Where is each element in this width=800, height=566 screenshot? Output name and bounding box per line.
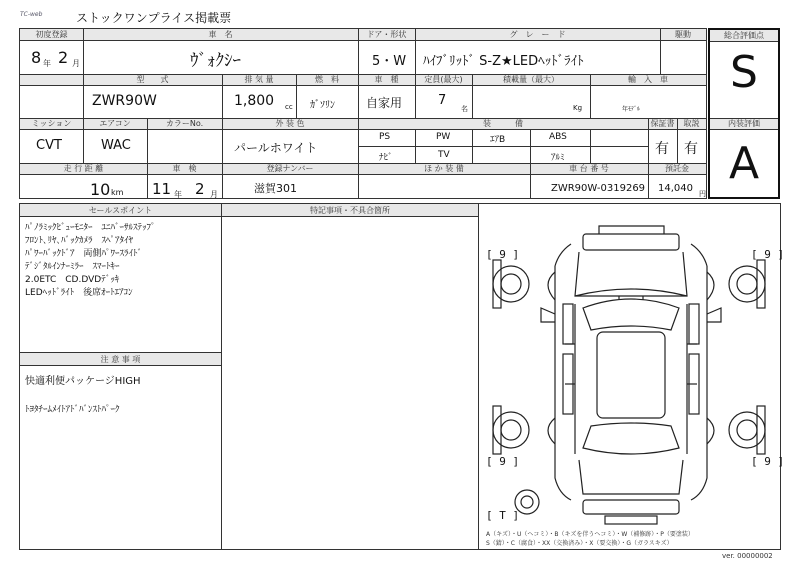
- capacity-unit: 名: [461, 105, 468, 113]
- ext-color-value: パールホワイト: [234, 141, 318, 155]
- displacement-value: 1,800: [234, 93, 275, 109]
- cautions-list: [25, 375, 141, 417]
- manual-value: 有: [684, 141, 698, 157]
- inspection-month: 2: [195, 180, 205, 198]
- diagram-legend-2: S（錆）・C（腐食）・XX（交換済み）・X（要交換）・G（ガラスキズ）: [486, 540, 673, 547]
- page-title: ストックワンプライス掲載票: [76, 11, 232, 25]
- label-manual: 取説: [683, 119, 700, 128]
- equip-tv: TV: [438, 150, 450, 160]
- chassis-value: ZWR90W-0319269: [551, 183, 646, 194]
- doors-value: 5・W: [372, 54, 407, 69]
- diagram-bracket-br: [ 9 ]: [751, 455, 785, 468]
- label-deposit: 預託金: [665, 164, 689, 173]
- label-drive: 駆動: [675, 30, 691, 39]
- label-overall: 総合評価点: [724, 31, 764, 40]
- label-first-reg: 初度登録: [35, 30, 68, 39]
- label-load: 積載量（最大）: [503, 75, 559, 84]
- equip-abs: ABS: [549, 132, 567, 142]
- label-model: 型 式: [136, 75, 169, 84]
- import-unit: 年ﾓﾃﾞﾙ: [622, 106, 641, 113]
- label-other-equip: ほ か 装 備: [424, 164, 464, 173]
- label-mileage: 走 行 距 離: [63, 164, 104, 173]
- caution-item: [25, 389, 141, 403]
- diagram-bracket-tl: [ 9 ]: [486, 248, 520, 261]
- mission-value: CVT: [36, 138, 62, 153]
- vehicle-type-value: 自家用: [366, 96, 403, 110]
- inspection-year: 11: [152, 180, 172, 198]
- capacity-value: 7: [438, 93, 447, 108]
- caution-item: 快適利便パッケージHIGH: [25, 376, 141, 387]
- label-doors: ドア・形状: [366, 30, 407, 39]
- load-unit: Kg: [573, 104, 583, 112]
- mileage-unit: km: [111, 188, 124, 197]
- label-warranty: 保証書: [650, 119, 675, 128]
- inspection-year-unit: 年: [174, 190, 182, 199]
- diagram-bracket-tr: [ 9 ]: [751, 248, 785, 261]
- fuel-value: ｶﾞｿﾘﾝ: [310, 100, 335, 111]
- equip-alumi: ｱﾙﾐ: [551, 153, 565, 163]
- car-name-value: ｳﾞｫｸｼｰ: [190, 51, 241, 71]
- sales-point: LEDﾍｯﾄﾞﾗｲﾄ 後席ｵｰﾄｴｱｺﾝ: [25, 288, 133, 298]
- label-equipment: 装 備: [483, 119, 523, 128]
- equip-pw: PW: [436, 132, 451, 142]
- car-diagram: [479, 204, 780, 549]
- first-reg-month: 2: [58, 48, 69, 67]
- inspection-month-unit: 月: [210, 190, 218, 199]
- warranty-value: 有: [655, 141, 669, 157]
- equip-airbag: ｴｱB: [490, 135, 506, 145]
- overall-score: S: [730, 47, 758, 98]
- label-cautions: 注 意 事 項: [100, 355, 141, 364]
- first-reg-year-unit: 年: [43, 59, 51, 68]
- label-fuel: 燃 料: [315, 75, 339, 84]
- label-grade: グ レ ー ド: [509, 30, 566, 39]
- label-ext-color: 外 装 色: [275, 119, 305, 128]
- label-capacity: 定員(最大): [424, 75, 463, 84]
- sales-point: ﾃﾞｼﾞﾀﾙｲﾝﾅｰﾐﾗｰ ｽﾏｰﾄｷｰ: [25, 262, 120, 272]
- deposit-value: 14,040: [658, 183, 693, 194]
- logo: TC-web: [20, 11, 43, 18]
- version-label: ver. 00000002: [722, 552, 773, 560]
- label-mission: ミッション: [31, 119, 72, 128]
- label-special-notes: 特記事項・不具合箇所: [310, 206, 390, 215]
- sales-point: ﾊﾟﾜｰﾊﾞｯｸﾄﾞｱ 両側ﾊﾟﾜｰｽﾗｲﾄﾞ: [25, 249, 143, 259]
- label-color-no: カラーNo.: [165, 119, 204, 128]
- label-interior: 内装評価: [728, 119, 760, 128]
- diagram-legend-1: A（キズ）・U（ヘコミ）・B（キズを伴うヘコミ）・W（補修跡）・P（要塗装）: [486, 531, 694, 538]
- interior-score: A: [728, 138, 760, 189]
- first-reg-month-unit: 月: [72, 59, 80, 68]
- displacement-unit: cc: [285, 103, 293, 111]
- sales-points-list: [25, 222, 156, 300]
- label-import: 輸 入 車: [628, 75, 668, 84]
- sales-point: ﾊﾟﾉﾗﾐｯｸﾋﾞｭｰﾓﾆﾀｰ ﾕﾆﾊﾞｰｻﾙｽﾃｯﾌﾟ: [25, 223, 156, 233]
- label-vehicle-type: 車 種: [374, 75, 399, 84]
- equip-ps: PS: [379, 132, 391, 142]
- label-aircon: エアコン: [99, 119, 131, 128]
- label-plate: 登録ナンバー: [266, 164, 314, 173]
- diagram-bracket-t: [ T ]: [486, 509, 520, 522]
- label-chassis: 車 台 番 号: [569, 164, 609, 173]
- diagram-bracket-bl: [ 9 ]: [486, 455, 520, 468]
- equip-navi: ﾅﾋﾞ: [379, 153, 393, 163]
- grade-value: ﾊｲﾌﾞﾘｯﾄﾞ S-Z★LEDﾍｯﾄﾞﾗｲﾄ: [423, 54, 584, 69]
- label-displacement: 排 気 量: [244, 75, 274, 84]
- label-car-name: 車 名: [208, 30, 233, 39]
- aircon-value: WAC: [101, 138, 131, 153]
- model-value: ZWR90W: [92, 93, 157, 109]
- label-inspection: 車 検: [172, 164, 197, 173]
- first-reg-year: 8: [31, 48, 42, 67]
- sales-point: ﾌﾛﾝﾄ､ﾘﾔ､ﾊﾞｯｸｶﾒﾗ ｽﾍﾟｱﾀｲﾔ: [25, 236, 134, 246]
- deposit-unit: 円: [699, 190, 706, 198]
- caution-item: ﾄﾖﾀﾁｰﾑﾒｲﾄｱﾄﾞﾊﾞﾝｽﾄﾊﾟｰｸ: [25, 405, 120, 415]
- sales-point: 2.0ETC CD.DVDﾃﾞｯｷ: [25, 275, 120, 285]
- plate-value: 滋賀301: [254, 182, 297, 195]
- mileage-value: 10: [90, 180, 111, 199]
- label-sales-points: セールスポイント: [88, 206, 153, 215]
